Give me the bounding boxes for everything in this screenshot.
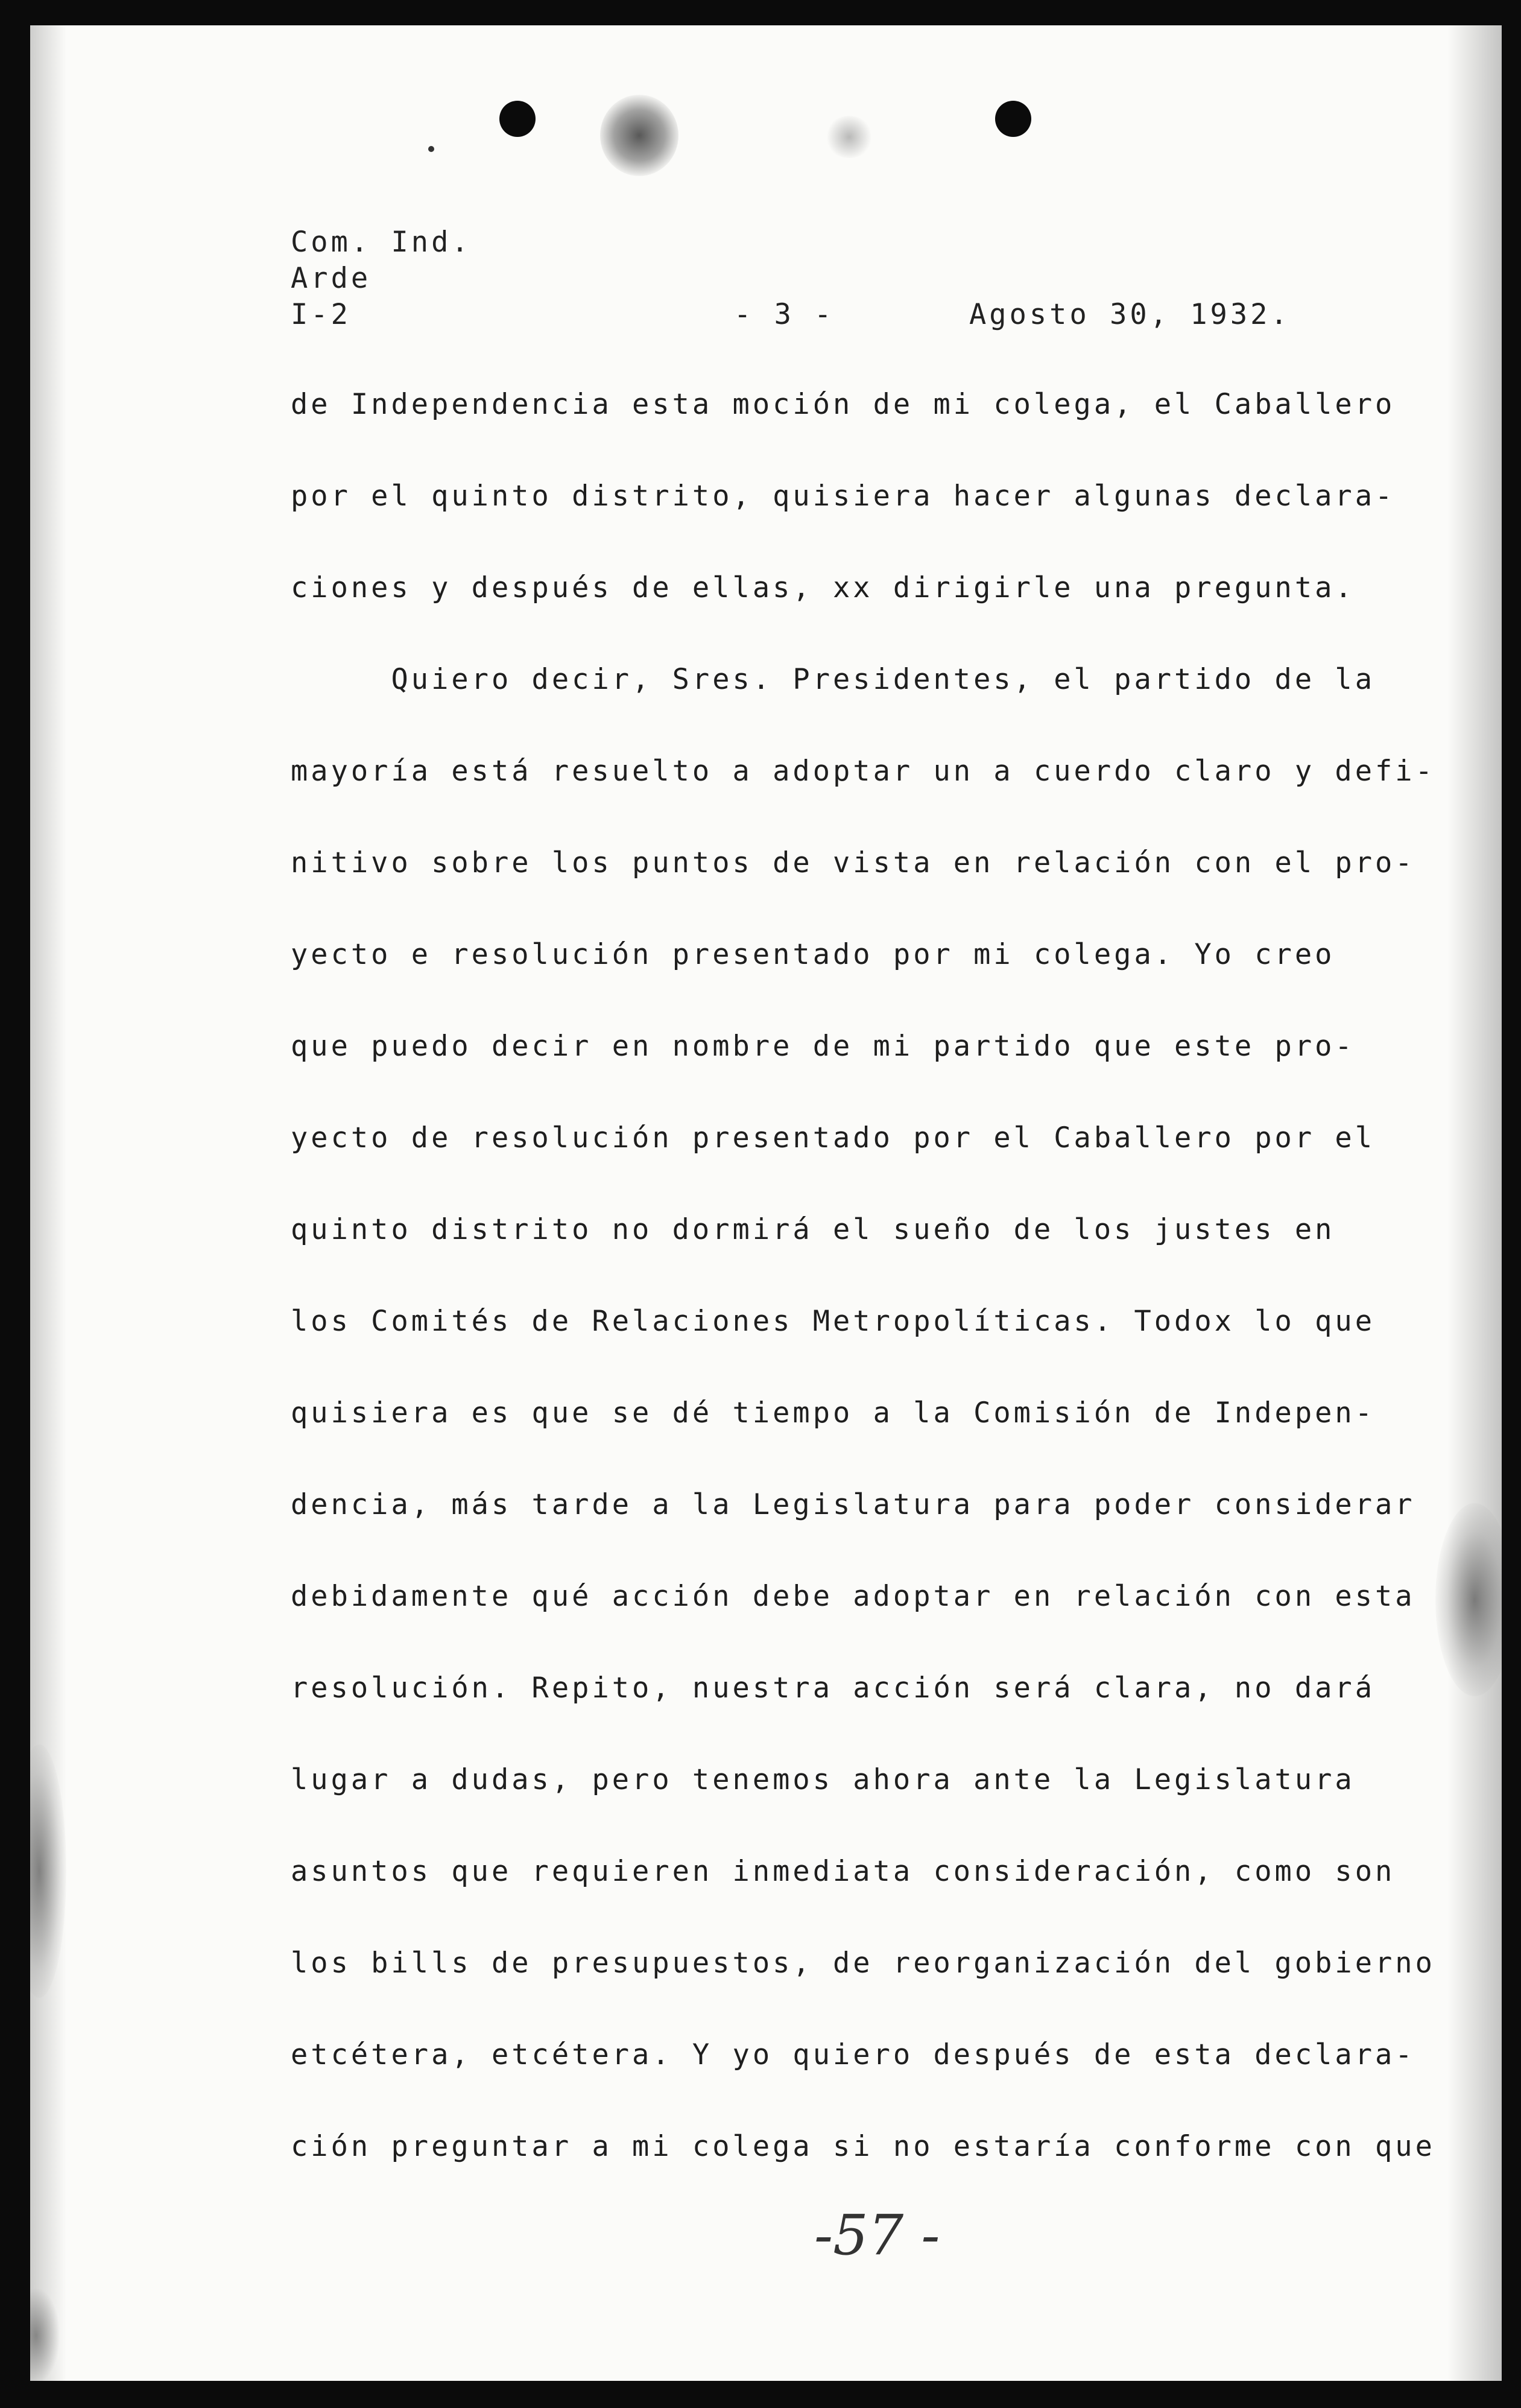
page-number: - 3 - (734, 298, 835, 331)
text-line: mayoría está resuelto a adoptar un a cuerdo claro y defi- (291, 755, 1435, 788)
ink-smudge-top (600, 95, 678, 176)
text-line: nitivo sobre los puntos de vista en relación con el pro- (291, 846, 1415, 879)
text-line: etcétera, etcétera. Y yo quiero después de esta declara- (291, 2038, 1415, 2071)
text-line: Quiero decir, Sres. Presidentes, el partido de la (291, 663, 1376, 696)
header-reference: I-2 (291, 298, 351, 331)
text-line: los Comités de Relaciones Metropolíticas. Todox lo que (291, 1305, 1376, 1338)
text-line: los bills de presupuestos, de reorganización del gobierno (291, 1947, 1435, 1980)
document-date: Agosto 30, 1932. (969, 298, 1291, 331)
text-line: yecto de resolución presentado por el Caballero por el (291, 1121, 1376, 1155)
document-page (30, 25, 1502, 2381)
text-line: resolución. Repito, nuestra acción será clara, no dará (291, 1671, 1376, 1705)
text-line: que puedo decir en nombre de mi partido que este pro- (291, 1030, 1355, 1063)
text-line: yecto e resolución presentado por mi colega. Yo creo (291, 938, 1335, 971)
text-line: quinto distrito no dormirá el sueño de los justes en (291, 1213, 1335, 1246)
text-line: de Independencia esta moción de mi colega, el Caballero (291, 388, 1396, 421)
text-line: debidamente qué acción debe adoptar en relación con esta (291, 1580, 1415, 1613)
text-line: por el quinto distrito, quisiera hacer algunas declara- (291, 480, 1396, 513)
page-right-edge-shadow (1447, 25, 1502, 2381)
page-left-edge-shadow (30, 25, 66, 2381)
edge-stain-right (1435, 1503, 1502, 1696)
text-line: quisiera es que se dé tiempo a la Comisión de Indepen- (291, 1396, 1376, 1430)
punch-hole-right (995, 101, 1031, 137)
faint-smudge-top (825, 116, 873, 158)
handwritten-page-number: -57 - (814, 2203, 940, 2267)
text-line: lugar a dudas, pero tenemos ahora ante la Legislatura (291, 1763, 1355, 1796)
speck (428, 146, 434, 152)
text-line: ción preguntar a mi colega si no estaría conforme con que (291, 2130, 1435, 2163)
punch-hole-left (499, 101, 536, 137)
text-line: asuntos que requieren inmediata consideración, como son (291, 1855, 1396, 1888)
text-line: dencia, más tarde a la Legislatura para poder considerar (291, 1488, 1415, 1521)
header-initials: Arde (291, 262, 372, 295)
header-committee: Com. Ind. (291, 226, 472, 259)
text-line: ciones y después de ellas, xx dirigirle una pregunta. (291, 571, 1355, 604)
